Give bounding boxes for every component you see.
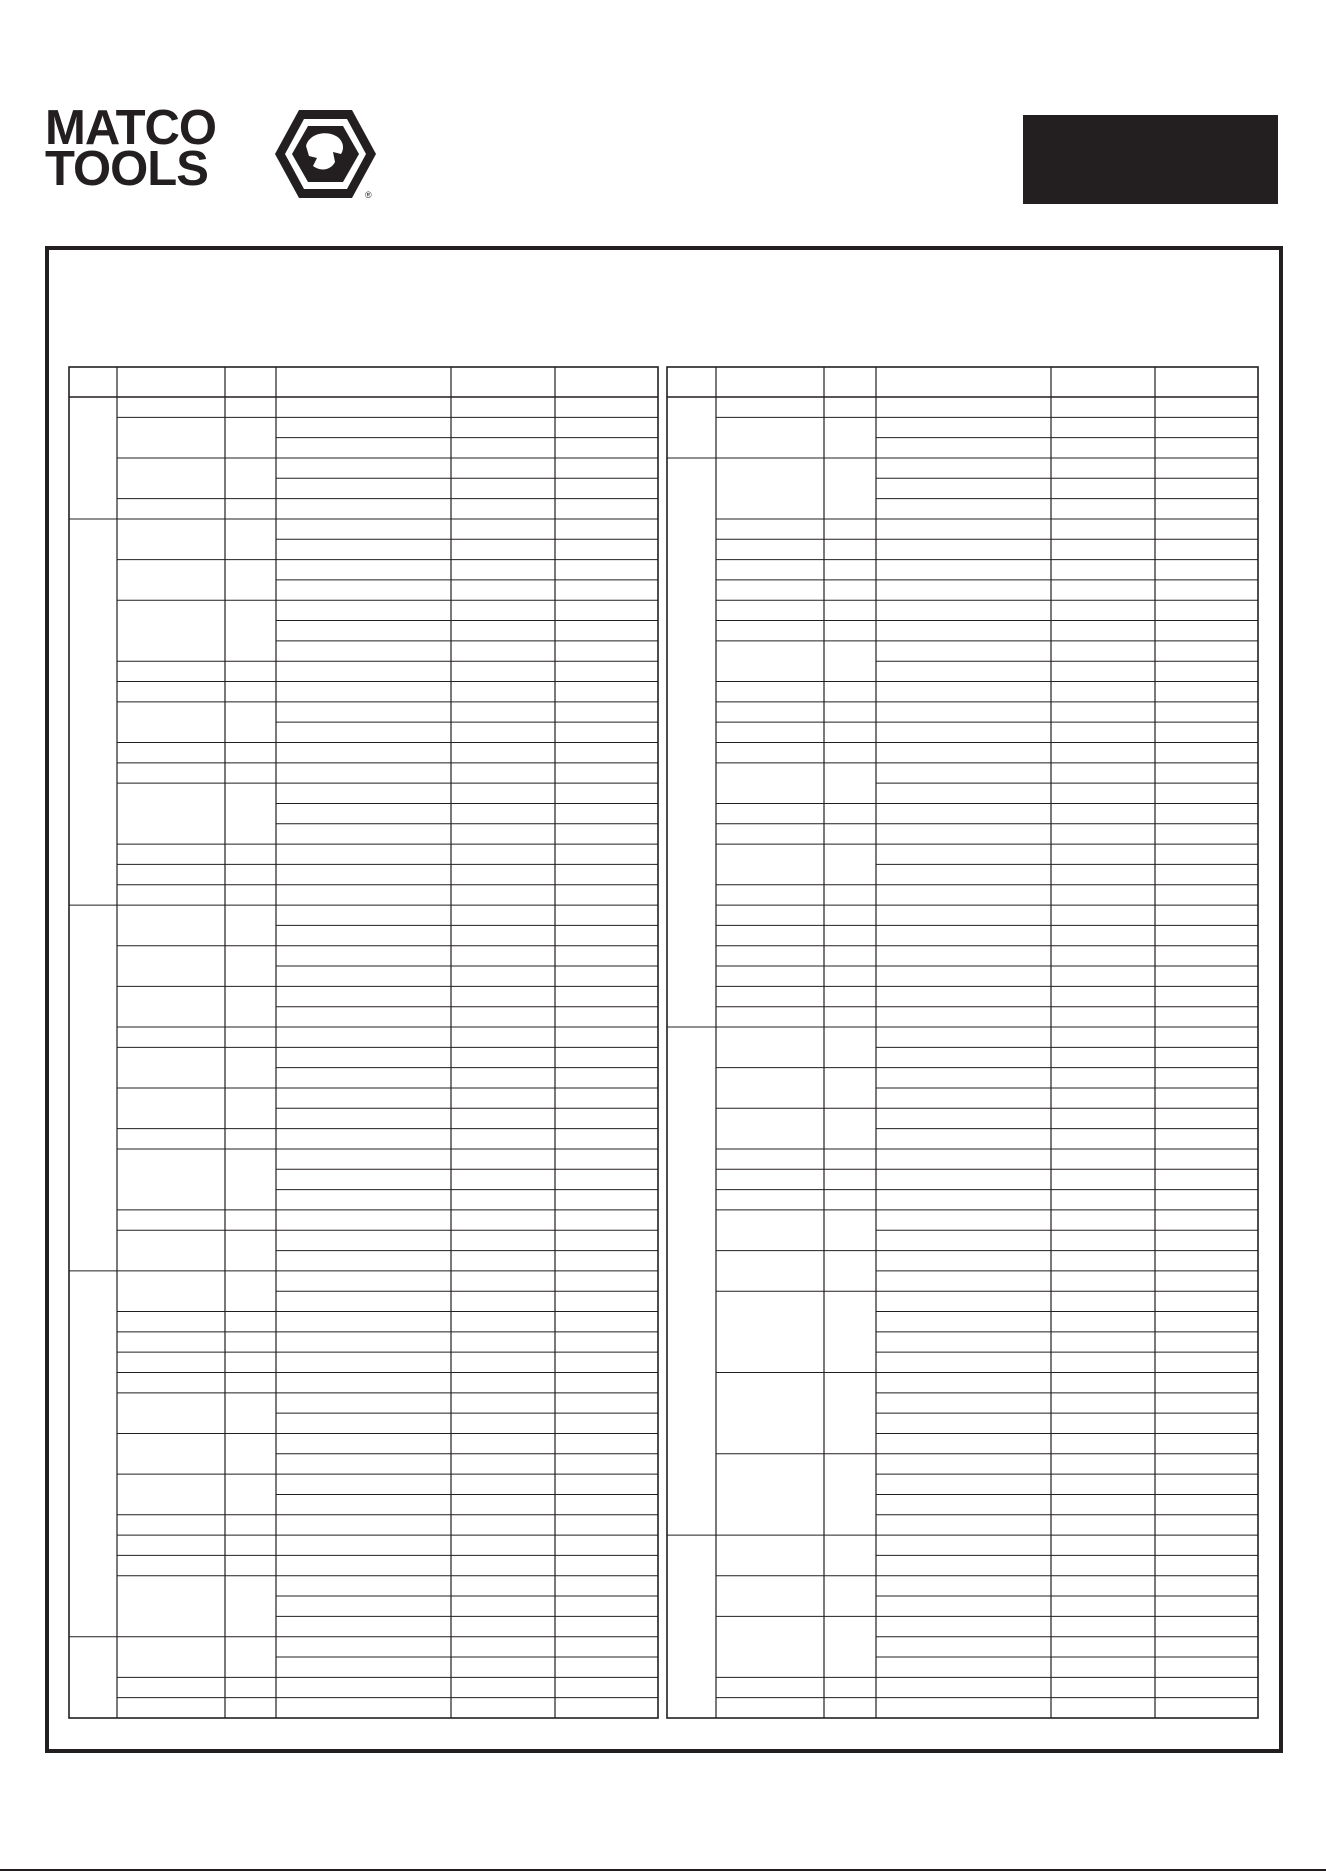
- logo-line-1: MATCO: [45, 101, 216, 155]
- logo-line-2: TOOLS: [45, 142, 208, 196]
- registered-mark: ®: [365, 190, 372, 200]
- right-panel-border: [667, 367, 1258, 1718]
- bottom-rule: [0, 1869, 1326, 1871]
- left-panel-border: [69, 367, 658, 1718]
